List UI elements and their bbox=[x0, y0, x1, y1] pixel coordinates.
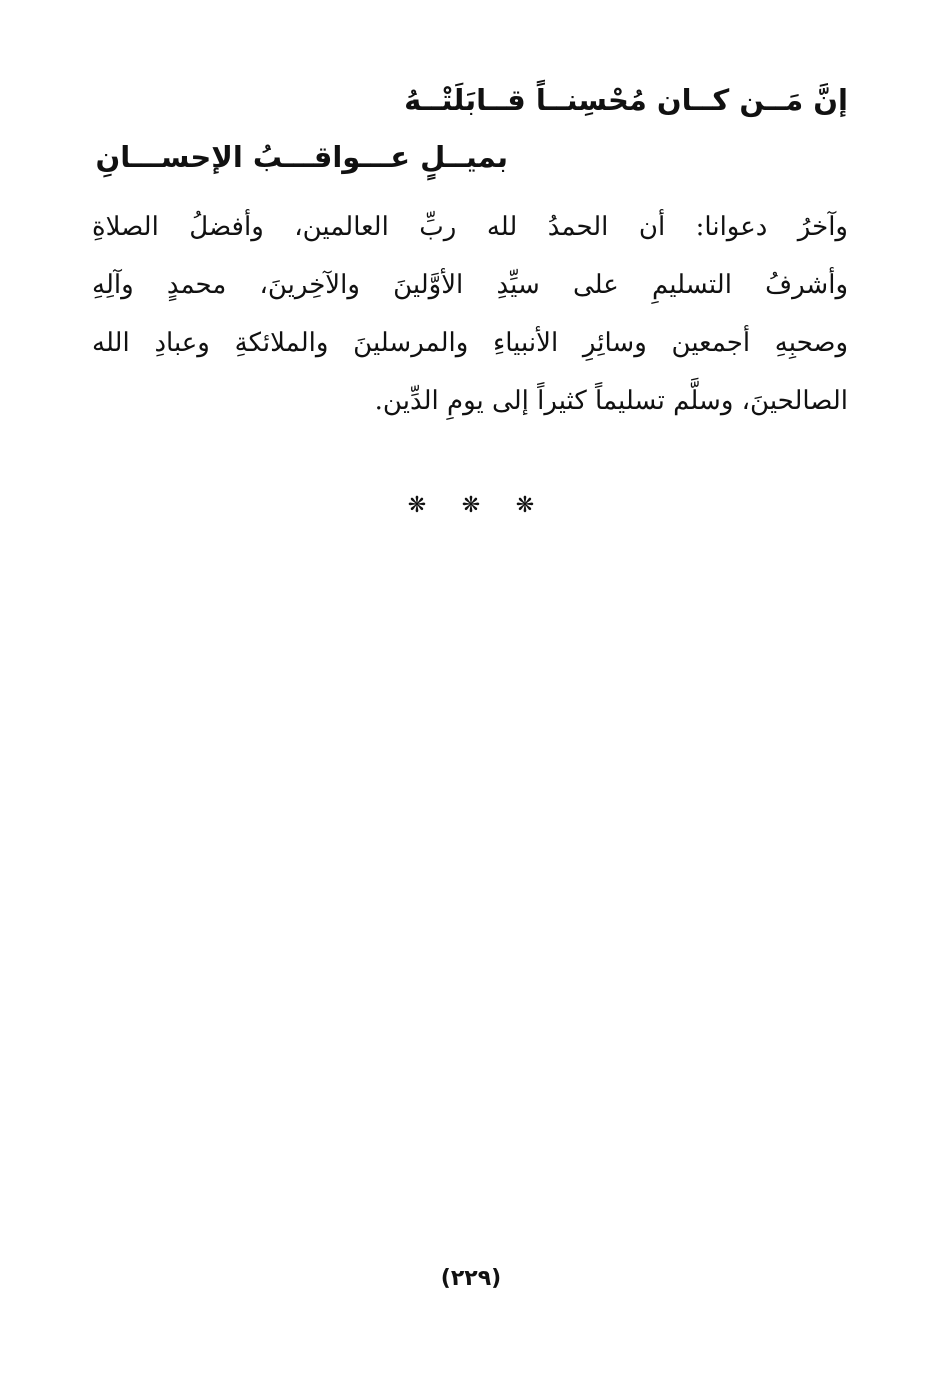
closing-prayer-line: وصحبِهِ أجمعين وسائِرِ الأنبياءِ والمرسلينَ والملائكةِ وعبادِ الله bbox=[92, 328, 848, 358]
verse-line-second-hemistich: بميــلٍ عـــواقـــبُ الإحســـانِ bbox=[95, 140, 508, 174]
closing-prayer-line: وآخرُ دعوانا: أن الحمدُ لله ربِّ العالمين، وأفضلُ الصلاةِ bbox=[92, 212, 848, 242]
asterism-star-icon: ❋ bbox=[407, 493, 427, 518]
asterism-star-icon: ❋ bbox=[515, 493, 535, 518]
page-number: (٢٢٩) bbox=[440, 1266, 502, 1291]
section-divider-ornament bbox=[0, 489, 942, 523]
asterism-star-icon: ❋ bbox=[461, 493, 481, 518]
closing-prayer-paragraph bbox=[92, 198, 848, 430]
verse-line-first-hemistich: إنَّ مَــن كــان مُحْسِنــاً قــابَلَتْــهُ bbox=[404, 83, 848, 117]
closing-prayer-line: وأشرفُ التسليمِ على سيِّدِ الأوَّلينَ والآخِرينَ، محمدٍ وآلِهِ bbox=[92, 270, 848, 300]
closing-prayer-line: الصالحينَ، وسلَّم تسليماً كثيراً إلى يومِ الدِّين. bbox=[374, 386, 848, 416]
